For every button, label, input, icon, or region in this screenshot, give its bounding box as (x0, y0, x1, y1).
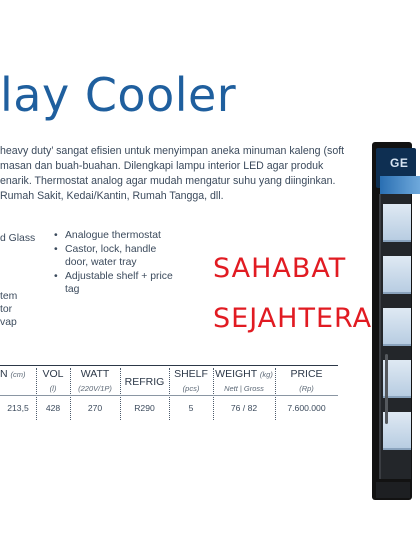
watermark-line-2: SEJAHTERA (213, 303, 373, 334)
cell-shelf: 5 (188, 403, 194, 413)
unit-watt: (220V/1P) (78, 384, 112, 393)
description-line: enarik. Thermostat analog agar mudah mengatur suhu yang diinginkan. (0, 175, 336, 187)
cell-watt: 270 (87, 403, 103, 413)
feature-item: • Castor, lock, handle door, water tray (54, 243, 157, 268)
glass-door (379, 194, 411, 479)
cell-weight: 76 / 82 (230, 403, 258, 413)
spec-table (0, 356, 338, 422)
product-description (0, 144, 372, 204)
unit-volume: (l) (49, 384, 57, 393)
cell-volume: 428 (45, 403, 61, 413)
header-watt: WATT (80, 368, 110, 380)
description-line: heavy duty’ sangat efisien untuk menyimpan aneka minuman kaleng (soft (0, 145, 345, 157)
header-shelf: SHELF (174, 368, 208, 380)
brand-logo: GE (390, 156, 409, 170)
description-line: Rumah Sakit, Kedai/Kantin, Rumah Tangga, dll. (0, 190, 224, 202)
fridge-base (376, 482, 410, 498)
unit-weight: Nett | Gross (224, 384, 264, 393)
bullet-icon: • (54, 230, 58, 241)
unit-shelf: (pcs) (182, 384, 200, 393)
cell-dimension: 213,5 (7, 403, 29, 413)
door-handle (385, 354, 388, 424)
fridge-shelf (383, 308, 411, 346)
table-header-rule (0, 395, 338, 396)
unit-price: (Rp) (299, 384, 314, 393)
feature-item: d Glass (0, 233, 36, 244)
bullet-icon: • (54, 243, 58, 255)
features-right (52, 229, 182, 297)
cell-price: 7.600.000 (287, 403, 326, 413)
fridge-shelf (383, 256, 411, 294)
header-dimension: N (cm) (0, 368, 26, 380)
canopy-graphic (380, 176, 420, 194)
bullet-icon: • (54, 270, 58, 282)
header-weight: WEIGHT (kg) (215, 368, 273, 380)
table-top-rule (0, 365, 338, 366)
header-price: PRICE (290, 368, 323, 380)
fridge-shelf (383, 204, 411, 242)
feature-item: • Adjustable shelf + price tag (54, 270, 173, 295)
page-title: lay Cooler (0, 68, 237, 122)
feature-item: tor (0, 304, 13, 315)
feature-item: vap (0, 317, 17, 328)
watermark-line-1: SAHABAT (213, 253, 347, 284)
feature-item: tem (0, 291, 18, 302)
display-cooler-image (372, 142, 412, 500)
description-line: masan dan buah-buahan. Dilengkapi lampu interior LED agar produk (0, 160, 324, 172)
header-volume: VOL (42, 368, 64, 380)
cell-refrigerant: R290 (134, 403, 155, 413)
header-refrigerant: REFRIG (124, 376, 165, 388)
feature-item: • Analogue thermostat (54, 230, 161, 241)
fridge-canopy (376, 148, 416, 188)
